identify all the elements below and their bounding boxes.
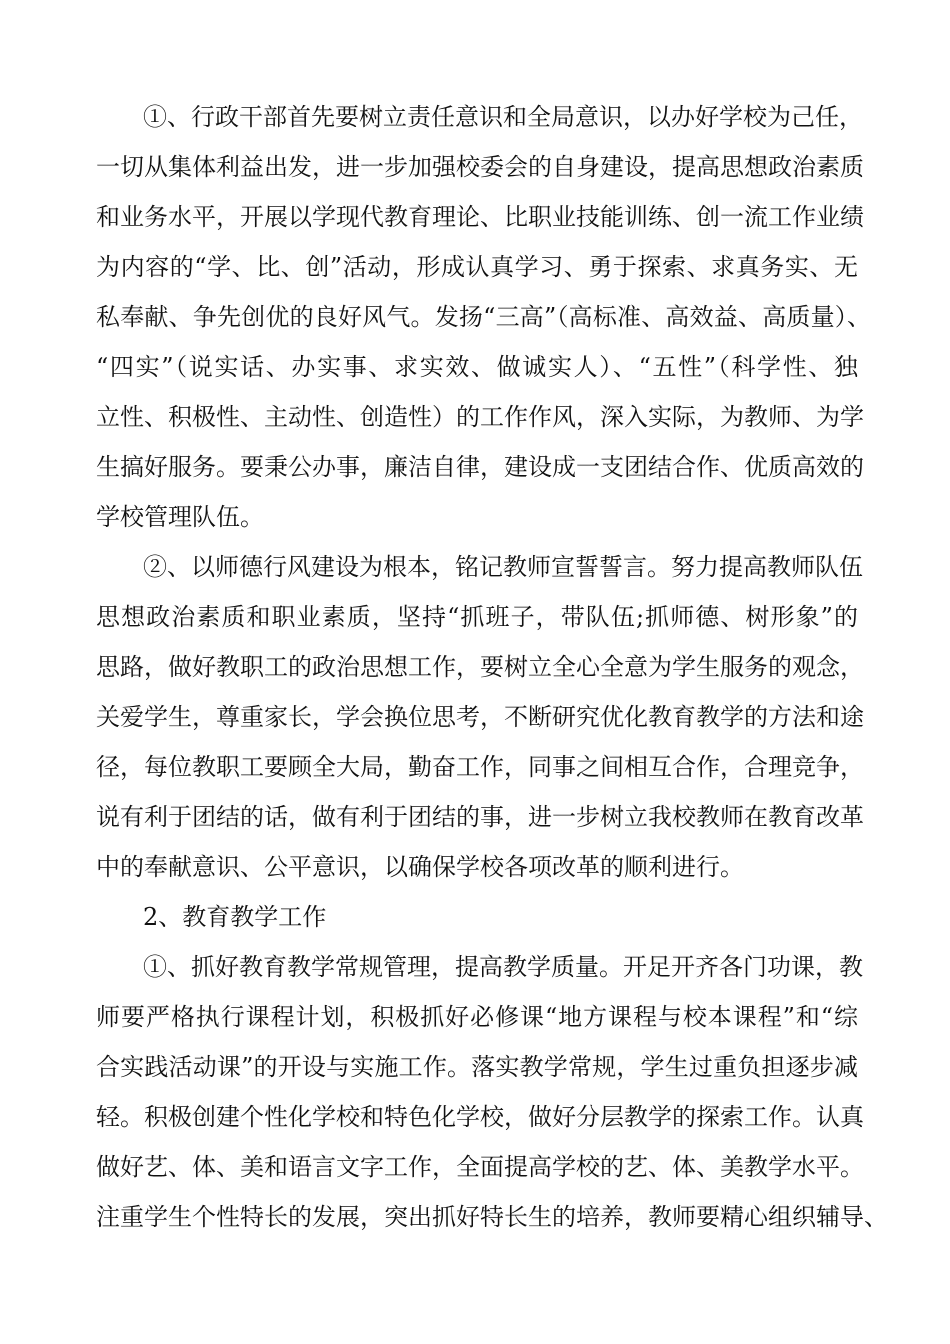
text-line: 思路，做好教职工的政治思想工作，要树立全心全意为学生服务的观念，	[96, 653, 864, 681]
text-line: ①、行政干部首先要树立责任意识和全局意识，以办好学校为己任，	[143, 103, 863, 131]
text-line: ①、抓好教育教学常规管理，提高教学质量。开足开齐各门功课，教	[143, 953, 863, 981]
text-line: 关爱学生，尊重家长，学会换位思考，不断研究优化教育教学的方法和途	[96, 703, 864, 731]
text-line: 中的奉献意识、公平意识，以确保学校各项改革的顺利进行。	[96, 853, 744, 881]
text-line: 学校管理队伍。	[96, 503, 264, 531]
text-line: ②、以师德行风建设为根本，铭记教师宣誓誓言。努力提高教师队伍	[143, 553, 863, 581]
text-line: 合实践活动课”的开设与实施工作。落实教学常规，学生过重负担逐步减	[96, 1053, 858, 1081]
text-line: 径，每位教职工要顾全大局，勤奋工作，同事之间相互合作，合理竞争，	[96, 753, 864, 781]
text-line: 生搞好服务。要秉公办事，廉洁自律，建设成一支团结合作、优质高效的	[96, 453, 864, 481]
text-line: 私奉献、争先创优的良好风气。发扬“三高”（高标准、高效益、高质量）、	[96, 303, 871, 331]
text-line: 立性、积极性、主动性、创造性）的工作作风，深入实际，为教师、为学	[96, 403, 864, 431]
text-line: 轻。积极创建个性化学校和特色化学校，做好分层教学的探索工作。认真	[96, 1103, 864, 1131]
text-line: 说有利于团结的话，做有利于团结的事，进一步树立我校教师在教育改革	[96, 803, 864, 831]
text-line: 为内容的“学、比、创”活动，形成认真学习、勇于探索、求真务实、无	[96, 253, 858, 281]
text-line: 做好艺、体、美和语言文字工作，全面提高学校的艺、体、美教学水平。	[96, 1153, 864, 1181]
text-line: 和业务水平，开展以学现代教育理论、比职业技能训练、创一流工作业绩	[96, 203, 864, 231]
text-line: “四实”（说实话、办实事、求实效、做诚实人）、“五性”（科学性、独	[96, 353, 858, 381]
text-line: 思想政治素质和职业素质，坚持“抓班子，带队伍;抓师德、树形象”的	[96, 603, 858, 631]
text-line: 2、教育教学工作	[143, 903, 327, 931]
text-line: 一切从集体利益出发，进一步加强校委会的自身建设，提高思想政治素质	[96, 153, 864, 181]
text-line: 师要严格执行课程计划，积极抓好必修课“地方课程与校本课程”和“综	[96, 1003, 858, 1031]
text-line: 注重学生个性特长的发展，突出抓好特长生的培养，教师要精心组织辅导、	[96, 1203, 888, 1231]
